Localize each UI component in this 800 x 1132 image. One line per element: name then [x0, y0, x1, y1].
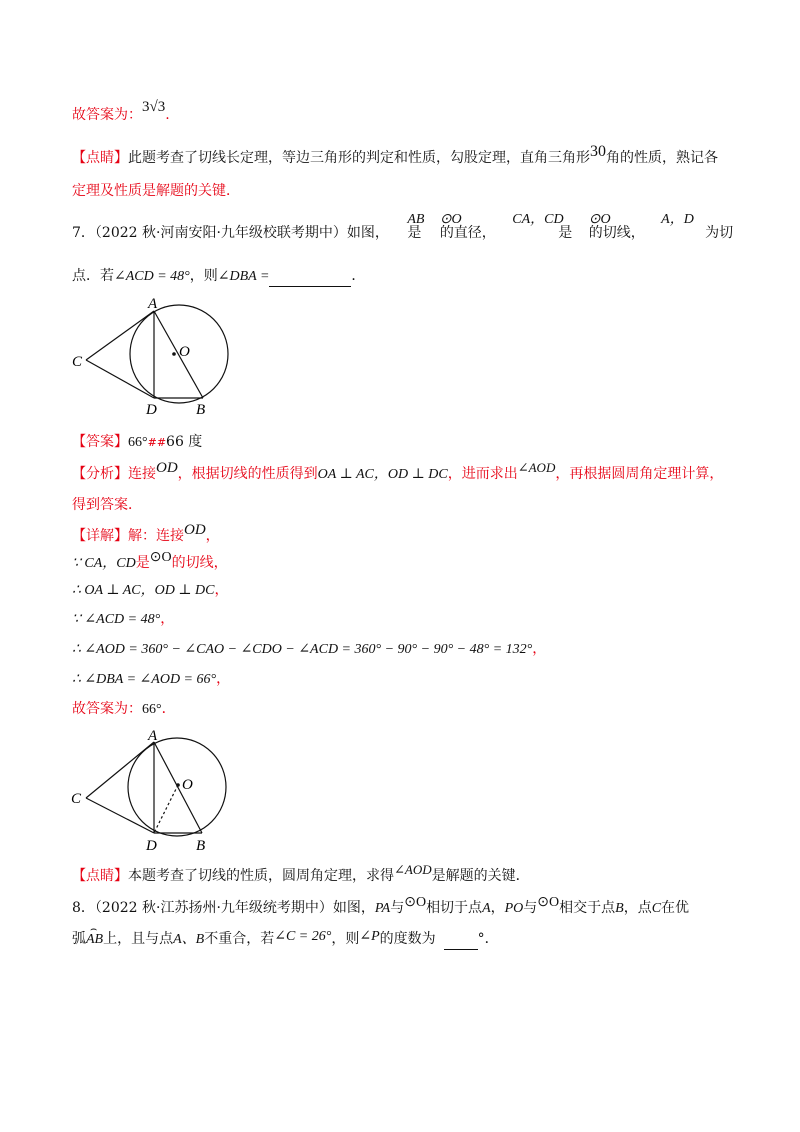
q8-tangent: 相切于点	[426, 900, 483, 916]
q7-step3-end: ，	[160, 611, 175, 627]
q7-comment-b: 是解题的关键．	[431, 868, 530, 884]
q7-step1-math: ∵ CA，CD	[72, 556, 136, 571]
q7-final-a: 故答案为：	[72, 701, 142, 717]
q8-o-2: ⊙O	[537, 895, 560, 910]
fig1-tangent-cd	[86, 360, 154, 398]
q7-analysis-c: ，进而求出	[447, 466, 518, 482]
prev-answer-end: .	[165, 107, 170, 123]
q7-od-1: OD	[156, 460, 178, 476]
prev-comment-b: 角的性质，熟记各	[606, 150, 718, 166]
q8-o-1: ⊙O	[404, 895, 427, 910]
q8-given: ∠C = 26°	[274, 929, 332, 944]
q8-number: 8．	[72, 900, 95, 916]
q7-analysis-e: 得到答案．	[72, 497, 142, 513]
q7-comment-aod: ∠AOD	[394, 862, 432, 877]
prev-comment-line-1	[72, 143, 718, 168]
q8-point-c: ，点	[623, 900, 652, 916]
fig1-label-d: D	[146, 402, 157, 418]
q8-answer-blank[interactable]	[444, 935, 478, 950]
q8-line-2	[72, 923, 499, 950]
q7-step-4	[72, 639, 546, 660]
q7-given: ∠ACD = 48°	[114, 269, 190, 284]
q8-pa: PA	[374, 901, 391, 916]
prev-comment-line-2	[72, 181, 240, 201]
q7-step1-o: ⊙O	[149, 550, 172, 565]
q7-shi-1: 是	[407, 225, 422, 241]
q7-end: ．	[351, 268, 366, 284]
q7-step-2	[72, 580, 228, 601]
q8-ask: ∠P	[359, 929, 380, 944]
q7-analysis-tag: 【分析】	[72, 466, 128, 482]
q7-a-d: A，D	[661, 212, 694, 227]
q7-line-2	[72, 266, 365, 287]
q7-step1-text: 的切线，	[171, 555, 228, 571]
q7-step-5	[72, 669, 230, 690]
q7-final-end: ．	[161, 701, 176, 717]
q7-figure-2	[66, 727, 236, 853]
q7-line2-a: 点．若	[72, 268, 114, 284]
q7-answer-tag: 【答案】	[72, 434, 128, 450]
q7-comment-line	[72, 862, 530, 886]
q8-line-1	[72, 895, 690, 919]
q7-step5-math: ∴ ∠DBA = ∠AOD = 66°	[72, 672, 217, 687]
q7-step3-math: ∵ ∠ACD = 48°	[72, 612, 161, 627]
q7-ask: ∠DBA =	[217, 269, 270, 284]
q7-final-line	[72, 699, 176, 720]
q8-arc-sup: ⌢	[90, 923, 98, 935]
fig1-center-dot	[172, 352, 176, 356]
q7-line2-b: ，则	[189, 268, 218, 284]
q7-analysis-a: 连接	[128, 466, 156, 482]
q8-pt-c: C	[651, 901, 662, 916]
q8-comma-1: ，	[490, 900, 505, 916]
q7-tangent: 的切线，	[588, 225, 645, 241]
q7-step2-math: ∴ OA ⊥ AC，OD ⊥ DC	[72, 583, 215, 598]
q7-source: （2022 秋·河南安阳·九年级校联考期中）如图，	[94, 225, 389, 241]
q7-ab: AB	[407, 212, 425, 227]
fig2-dashed-od	[154, 785, 178, 833]
q8-line2-c: 不重合，若	[204, 931, 275, 947]
prev-comment-tag: 【点睛】	[72, 150, 128, 166]
q8-arc: AB	[86, 932, 104, 947]
q8-pt-b: B	[615, 901, 624, 916]
q8-po: PO	[504, 901, 524, 916]
q8-line2-d: ，则	[331, 931, 360, 947]
q7-analysis-d: ，再根据圆周角定理计算，	[555, 466, 724, 482]
q7-comment-tag: 【点睛】	[72, 868, 128, 884]
q8-pts: A、B	[173, 932, 205, 947]
q7-figure-1	[66, 294, 236, 418]
prev-answer-prefix: 故答案为：	[72, 107, 142, 123]
q8-end: °．	[477, 931, 499, 947]
prev-comment-num: 30	[590, 143, 606, 160]
q8-line2-e: 的度数为	[379, 931, 436, 947]
q7-line-1	[72, 212, 734, 243]
q7-detail-comma: ，	[205, 528, 220, 544]
fig2-label-c: C	[71, 791, 82, 807]
q7-answer-line	[72, 432, 202, 453]
prev-comment-a: 此题考查了切线长定理，等边三角形的判定和性质，勾股定理，直角三角形	[128, 150, 590, 166]
q7-number: 7．	[72, 225, 95, 241]
q7-comment-a: 本题考查了切线的性质，圆周角定理，求得	[128, 868, 394, 884]
fig2-label-d: D	[146, 838, 157, 853]
fig2-label-b: B	[196, 838, 206, 853]
fig1-label-b: B	[196, 402, 206, 418]
q7-step-3	[72, 609, 174, 630]
prev-answer-value: 3√3	[142, 99, 166, 115]
q8-intersect: 相交于点	[559, 900, 616, 916]
fig2-tangent-ca	[86, 742, 154, 798]
fig1-label-c: C	[72, 354, 83, 370]
q8-line2-b: 上，且与点	[103, 931, 174, 947]
q8-yu-2: 与	[523, 900, 538, 916]
q7-step5-end: ，	[216, 671, 231, 687]
q7-ca-cd: CA，CD	[512, 212, 564, 227]
q7-aod-1: ∠AOD	[517, 460, 556, 475]
q7-step4-end: ，	[532, 641, 547, 657]
q7-answer-sep: ##	[147, 436, 167, 449]
q7-answer: 66°	[128, 435, 148, 450]
q7-step-1	[72, 550, 228, 574]
q7-detail-a: 解：连接	[128, 528, 184, 544]
fig2-diameter-ab	[154, 742, 202, 833]
prev-answer-line	[72, 99, 170, 125]
fig2-label-o: O	[182, 777, 193, 793]
q7-detail-line	[72, 522, 220, 546]
fig1-label-a: A	[148, 296, 158, 312]
q7-circle-o-2: ⊙O	[588, 212, 611, 227]
q8-source: （2022 秋·江苏扬州·九年级统考期中）如图，	[94, 900, 375, 916]
q7-circle-o-1: ⊙O	[439, 212, 462, 227]
q7-shi-2: 是	[558, 225, 573, 241]
q8-pt-a: A	[482, 901, 491, 916]
q8-line2-a: 弧	[72, 931, 86, 947]
q7-wei: 为切	[705, 225, 734, 241]
q7-step2-end: ，	[214, 582, 229, 598]
fig2-label-a: A	[148, 728, 158, 744]
q8-zai: 在优	[661, 900, 690, 916]
q7-analysis-b: ，根据切线的性质得到	[177, 466, 318, 482]
q7-step1-shi: 是	[135, 555, 150, 571]
q8-yu-1: 与	[390, 900, 405, 916]
q7-step4-math: ∴ ∠AOD = 360° − ∠CAO − ∠CDO − ∠ACD = 360° − 90° − 90° − 48° = 132°	[72, 642, 533, 657]
fig1-label-o: O	[179, 344, 190, 360]
q7-analysis-line-1	[72, 460, 724, 485]
q7-perp-1: OA ⊥ AC，OD ⊥ DC	[317, 467, 448, 482]
q7-answer-alt: 66 度	[166, 434, 203, 450]
fig2-center-dot	[176, 783, 180, 787]
q7-od-2: OD	[184, 522, 206, 538]
q7-final-val: 66°	[142, 702, 162, 717]
q7-diameter: 的直径，	[439, 225, 496, 241]
fig2-tangent-cd	[86, 798, 154, 833]
q7-answer-blank[interactable]	[269, 272, 351, 287]
q7-detail-tag: 【详解】	[72, 528, 128, 544]
prev-comment-c: 定理及性质是解题的关键．	[72, 183, 240, 199]
fig1-tangent-ca	[86, 311, 154, 360]
q7-analysis-line-2	[72, 495, 142, 515]
